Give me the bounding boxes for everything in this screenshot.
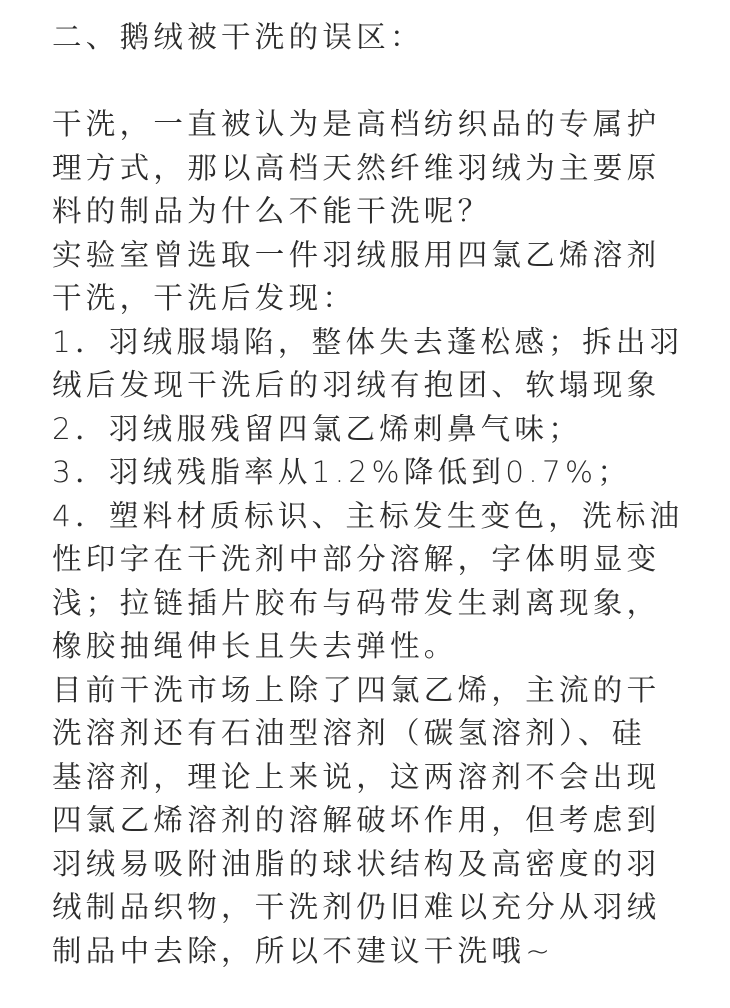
paragraph-line: 绒制品织物，干洗剂仍旧难以充分从羽绒 [52, 890, 661, 924]
paragraph-line: 羽绒易吸附油脂的球状结构及高密度的羽 [52, 846, 661, 881]
paragraph-line: 理方式，那以高档天然纤维羽绒为主要原 [52, 150, 661, 185]
section-heading: 二、鹅绒被干洗的误区： [52, 20, 424, 54]
finding-line: 性印字在干洗剂中部分溶解，字体明显变 [52, 542, 661, 576]
paragraph-line: 洗溶剂还有石油型溶剂（碳氢溶剂）、硅 [52, 716, 646, 750]
paragraph-line: 制品中去除，所以不建议干洗哦~ [52, 933, 555, 968]
finding-line: 3．羽绒残脂率从1.2%降低到0.7%； [52, 455, 632, 489]
paragraph-line: 目前干洗市场上除了四氯乙烯，主流的干 [52, 672, 661, 707]
paragraph-line: 料的制品为什么不能干洗呢？ [52, 194, 492, 228]
finding-line: 橡胶抽绳伸长且失去弹性。 [52, 629, 458, 663]
finding-line: 1．羽绒服塌陷，整体失去蓬松感；拆出羽 [52, 324, 684, 359]
paragraph-line: 实验室曾选取一件羽绒服用四氯乙烯溶剂 [52, 237, 661, 272]
article-body [52, 16, 692, 973]
blank-line [52, 60, 692, 104]
paragraph-line: 四氯乙烯溶剂的溶解破坏作用，但考虑到 [52, 803, 661, 837]
finding-line: 绒后发现干洗后的羽绒有抱团、软塌现象 [52, 368, 661, 402]
finding-line: 4．塑料材质标识、主标发生变色，洗标油 [52, 498, 684, 533]
paragraph-line: 干洗，干洗后发现： [52, 281, 357, 315]
paragraph-line: 基溶剂，理论上来说，这两溶剂不会出现 [52, 759, 661, 794]
finding-line: 浅；拉链插片胶布与码带发生剥离现象， [52, 585, 661, 620]
paragraph-line: 干洗，一直被认为是高档纺织品的专属护 [52, 107, 661, 141]
finding-line: 2．羽绒服残留四氯乙烯刺鼻气味； [52, 411, 583, 446]
